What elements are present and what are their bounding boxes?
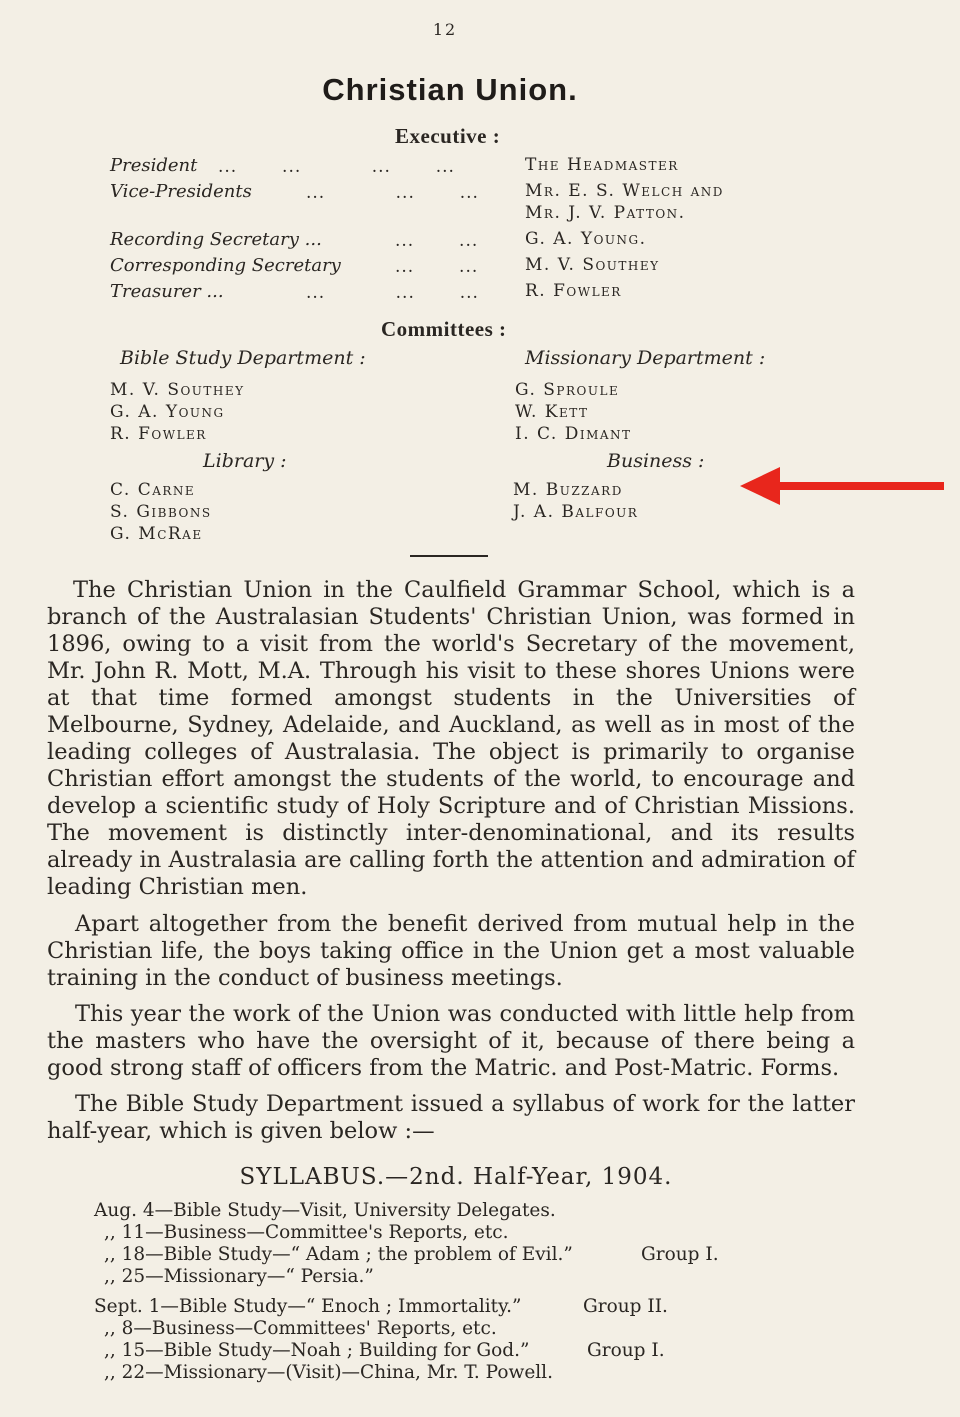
role-recording-secretary: Recording Secretary ...	[110, 229, 322, 250]
role-vice-presidents: Vice-Presidents	[110, 181, 252, 202]
bible-study-dept-title: Bible Study Department :	[120, 347, 366, 369]
syllabus-entry: Sept. 1—Bible Study—“ Enoch ; Immortality.”	[94, 1296, 522, 1317]
page-title: Christian Union.	[322, 72, 578, 107]
paragraph: This year the work of the Union was conducted with little help from the masters who have the oversight of it, because of there being a good strong staff of officers from the Matric. and Post-Matric. Forms.	[47, 1001, 855, 1081]
syllabus-entry: ,, 25—Missionary—“ Persia.”	[104, 1266, 374, 1287]
missionary-member: I. C. Dimant	[515, 424, 632, 444]
paragraph: Apart altogether from the benefit derived from mutual help in the Christian life, the boys taking office in the Union get a most valuable training in the conduct of business meetings.	[47, 911, 855, 991]
library-member: S. Gibbons	[110, 502, 212, 522]
name-corresponding-secretary: M. V. Southey	[525, 255, 660, 275]
syllabus-heading: SYLLABUS.—2nd. Half-Year, 1904.	[239, 1164, 673, 1190]
business-member: J. A. Balfour	[513, 502, 639, 522]
missionary-member: W. Kett	[515, 402, 589, 422]
role-president: President	[110, 155, 198, 176]
syllabus-entry: ,, 18—Bible Study—“ Adam ; the problem of Evil.”	[104, 1244, 573, 1265]
syllabus-entry: ,, 11—Business—Committee's Reports, etc.	[104, 1222, 509, 1243]
missionary-member: G. Sproule	[515, 380, 620, 400]
leader-dots: ... ...	[395, 231, 479, 251]
bible-study-member: M. V. Southey	[110, 380, 245, 400]
paragraph: The Bible Study Department issued a syllabus of work for the latter half-year, which is given below :—	[47, 1091, 855, 1144]
name-vice-president-2: Mr. J. V. Patton.	[525, 203, 686, 223]
syllabus-entry: ,, 15—Bible Study—Noah ; Building for God.”	[104, 1340, 530, 1361]
business-member: M. Buzzard	[513, 480, 623, 500]
leader-dots: ... ... ...	[306, 183, 479, 203]
library-member: C. Carne	[110, 480, 196, 500]
page-number: 12	[432, 20, 458, 39]
syllabus-group: Group I.	[587, 1340, 665, 1361]
library-member: G. McRae	[110, 524, 203, 544]
bible-study-member: G. A. Young	[110, 402, 225, 422]
name-recording-secretary: G. A. Young.	[525, 229, 647, 249]
syllabus-group: Group II.	[583, 1296, 668, 1317]
section-divider	[410, 555, 488, 557]
name-president: The Headmaster	[525, 155, 679, 175]
syllabus-entry: ,, 22—Missionary—(Visit)—China, Mr. T. Powell.	[104, 1362, 553, 1383]
name-vice-president-1: Mr. E. S. Welch and	[525, 181, 724, 201]
paragraph: The Christian Union in the Caulfield Grammar School, which is a branch of the Australasian Students' Christian Union, was formed in 1896, owing to a visit from the world's Secretary of the movement, Mr. John R. Mott, M.A. Through his visit to these shores Unions were at that time formed amongst students in the Universities of Melbourne, Sydney, Adelaide, and Auckland, as well as in most of the leading colleges of Australasia. The object is primarily to organise Christian effort amongst the students of the world, to encourage and develop a scientific study of Holy Scripture and of Christian Missions. The movement is distinctly inter-denominational, and its results already in Australasia are calling forth the attention and admiration of leading Christian men.	[47, 577, 855, 900]
red-arrow-icon	[740, 466, 945, 506]
syllabus-group: Group I.	[641, 1244, 719, 1265]
leader-dots: ... ... ...	[306, 283, 479, 303]
missionary-dept-title: Missionary Department :	[525, 347, 766, 369]
leader-dots: ... ... ... ...	[218, 157, 455, 177]
name-treasurer: R. Fowler	[525, 281, 622, 301]
syllabus-entry: ,, 8—Business—Committees' Reports, etc.	[104, 1318, 497, 1339]
library-title: Library :	[203, 450, 287, 472]
syllabus-entry: Aug. 4—Bible Study—Visit, University Delegates.	[94, 1200, 556, 1221]
role-treasurer: Treasurer ...	[110, 281, 224, 302]
committees-heading: Committees :	[381, 317, 507, 341]
executive-heading: Executive :	[395, 124, 501, 148]
role-corresponding-secretary: Corresponding Secretary	[110, 255, 341, 276]
bible-study-member: R. Fowler	[110, 424, 207, 444]
leader-dots: ... ...	[395, 257, 479, 277]
business-title: Business :	[607, 450, 705, 472]
